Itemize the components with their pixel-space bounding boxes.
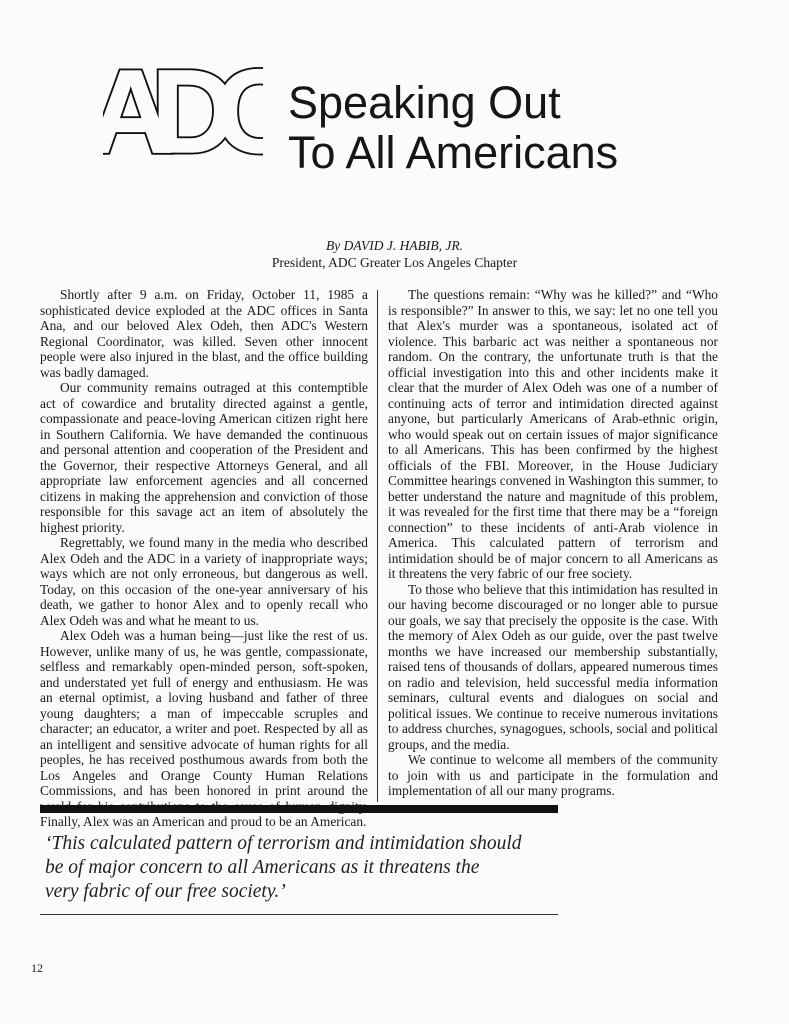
byline xyxy=(0,237,789,271)
title-line-2: To All Americans xyxy=(288,127,619,178)
svg-text:ADC: ADC xyxy=(103,52,263,167)
article-paragraph: We continue to welcome all members of the community to join with us and participate in the formulation and implementation of all our many programs. xyxy=(388,752,718,798)
svg-text:ADC: ADC xyxy=(103,52,263,167)
adc-logo xyxy=(103,52,263,167)
title-line-1: Speaking Out xyxy=(288,77,561,128)
article-paragraph: Our community remains outraged at this contemptible act of cowardice and brutality directed against a gentle, compassionate and peace-loving American citizen right here in Southern California. We have demanded the continuous and personal attention and cooperation of the President and the Governor, their respective Attorneys General, and all appropriate law enforcement agencies and all concerned citizens in making the apprehension and conviction of those responsible for this savage act an item of absolutely the highest priority. xyxy=(40,380,368,535)
adc-logo-mark xyxy=(103,52,263,167)
pullquote-top-rule xyxy=(40,805,558,813)
article-paragraph: To those who believe that this intimidation has resulted in our having become discouraged or no longer able to pursue our goals, we say that precisely the opposite is the case. With the memory of Alex Odeh as our guide, over the past twelve months we have increased our membership substantially, raised tens of thousands of dollars, appeared numerous times on radio and television, held successful media information seminars, cultural events and dialogues on social and political issues. We continue to receive numerous invitations to address churches, synagogues, schools, social and political groups, and the media. xyxy=(388,581,718,752)
article-paragraph: Regrettably, we found many in the media who described Alex Odeh and the ADC in a variety of inappropriate ways; ways which are not only erroneous, but dangerous as well. Today, on this occasion of the one-year anniversary of his death, we gather to honor Alex and to openly recall who Alex Odeh was and what he meant to us. xyxy=(40,535,368,628)
pullquote xyxy=(45,832,565,904)
article-paragraph: The questions remain: “Why was he killed?” and “Who is responsible?” In answer to this, we say: let no one tell you that Alex's murder was a spontaneous, isolated act of violence. This barbaric act was neither a spontaneous nor random. On the contrary, the unfortunate truth is that the official investigation into this and other incidents make it clear that the murder of Alex Odeh was one of a number of continuing acts of terror and intimidation directed against anyone, but particularly Americans of Arab-ethnic origin, who would speak out on certain issues of major significance to all Americans. This has been confirmed by the highest officials of the FBI. Moreover, in the House Judiciary Committee hearings convened in Washington this summer, to better understand the nature and magnitude of this problem, it was revealed for the first time that there may be a “foreign connection” to these incidents of anti-Arab violence in America. This calculated pattern of terrorism and intimidation should be of major concern to all Americans as it threatens the very fabric of our free society. xyxy=(388,287,718,581)
page-number: 12 xyxy=(31,961,43,975)
pullquote-line: be of major concern to all Americans as it threatens the xyxy=(45,857,480,878)
page-title xyxy=(288,78,618,178)
article-paragraph: Alex Odeh was a human being—just like the rest of us. However, unlike many of us, he was gentle, compassionate, selfless and remarkably open-minded person, soft-spoken, and understated yet full of energy and enthusiasm. He was an eternal optimist, a loving husband and father of three young daughters; a man of impeccable scruples and character; an educator, a writer and poet. Respected by all as an intelligent and sensitive advocate of human rights for all peoples, he has received posthumous awards from both the Los Angeles and Orange County Human Relations Commissions, and has been honored in print around the Finally, Alex was an American and proud to be an American. xyxy=(40,628,368,829)
article-column-left xyxy=(40,287,368,830)
article-paragraph: Shortly after 9 a.m. on Friday, October 11, 1985 a sophisticated device exploded at the ADC offices in Santa Ana, and our beloved Alex Odeh, then ADC's Western Regional Coordinator, was killed. Seven other innocent people were also injured in the blast, and the office building was badly damaged. xyxy=(40,287,368,380)
pullquote-bottom-rule xyxy=(40,914,558,915)
byline-role: President, ADC Greater Los Angeles Chapter xyxy=(271,255,518,270)
column-divider xyxy=(377,290,378,802)
pullquote-line: ‘This calculated pattern of terrorism and intimidation should xyxy=(45,833,522,854)
article-column-right xyxy=(388,287,718,799)
pullquote-line: very fabric of our free society.’ xyxy=(45,881,286,902)
byline-author: By DAVID J. HABIB, JR. xyxy=(326,238,463,253)
